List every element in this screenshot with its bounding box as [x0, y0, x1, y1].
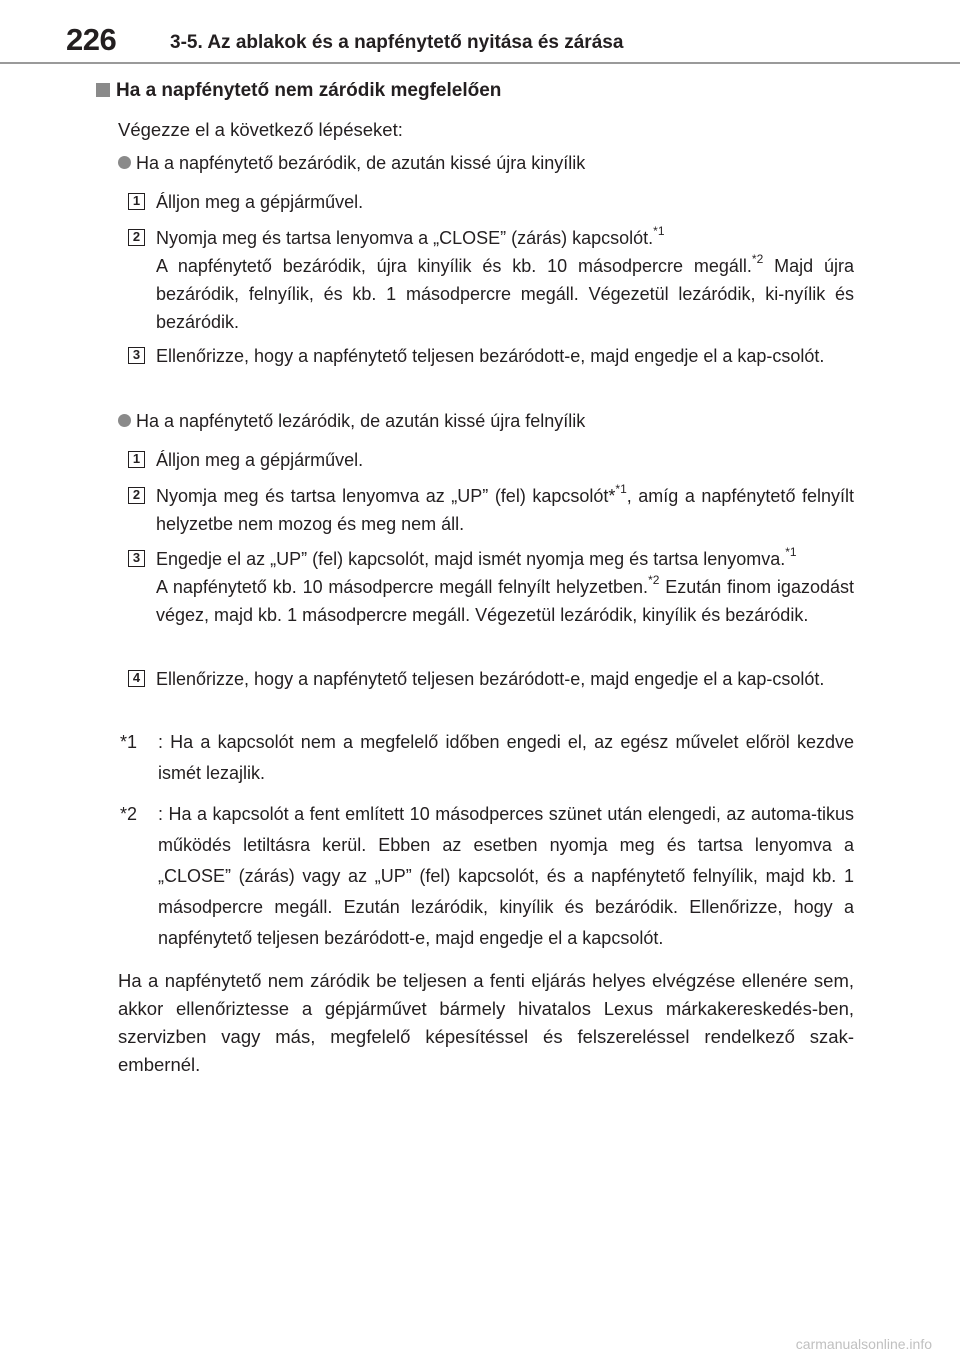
- step-text: Nyomja meg és tartsa lenyomva a „CLOSE” (zárás) kapcsolót.$^{*1}$ A napfénytető bezáródik, újra kinyílik és kb. 10 másodpercre megáll.$^{*2}$ Majd újra bezáródik, felnyílik, és kb. 1 másodpercre megáll. Végezetül lezáródik, ki-nyílik és bezáródik.: [156, 224, 854, 332]
- step-number-badge: 4: [128, 670, 145, 687]
- round-bullet-icon: [118, 414, 131, 427]
- intro-text: Végezze el a következő lépéseket:: [118, 119, 403, 140]
- footnote-ref: *1: [785, 545, 797, 559]
- page-header: [0, 0, 960, 64]
- case1-heading: Ha a napfénytető bezáródik, de azután kissé újra kinyílik: [118, 153, 585, 174]
- section-title: Ha a napfénytető nem záródik megfelelően: [96, 80, 501, 102]
- footnote-ref: *1: [615, 482, 627, 496]
- footnote-mark: *2: [120, 804, 138, 824]
- footnote-text: : Ha a kapcsolót a fent említett 10 másodperces szünet után elengedi, az automa-tikus működés letiltásra kerül. Ebben az esetben nyomja meg és tartsa lenyomva a „CLOSE” (zárás) vagy az „UP” (fel) kapcsolót, és a napfénytető felnyílik, majd kb. 1 másodpercre megáll. Ezután lezáródik, kinyílik és bezáródik. Ellenőrizze, hogy a napfénytető teljesen bezáródott-e, majd engedje el a kapcsolót.: [158, 804, 854, 948]
- footnote-mark: *1: [120, 732, 138, 752]
- footnote-ref: *1: [653, 224, 665, 238]
- step-number-badge: 1: [128, 451, 145, 468]
- chapter-title: 3-5. Az ablakok és a napfénytető nyitása és zárása: [170, 32, 624, 53]
- step-text: Engedje el az „UP” (fel) kapcsolót, majd ismét nyomja meg és tartsa lenyomva.$^{*1}$ A napfénytető kb. 10 másodpercre megáll felnyílt helyzetben.$^{*2}$ Ezután finom igazodást végez, majd kb. 1 másodpercre megáll. Végezetül lezáródik, kinyílik és bezáródik.: [156, 545, 854, 625]
- closing-paragraph: Ha a napfénytető nem záródik be teljesen a fenti eljárás helyes elvégzése ellenére sem, akkor ellenőriztesse a gépjárművet bármely hivatalos Lexus márkakereskedés-ben, szervizben vagy más, megfelelő képesítéssel és felszereléssel rendelkező szak-embernél.: [118, 970, 854, 1075]
- step-text: Álljon meg a gépjárművel.: [156, 450, 364, 470]
- footnote-ref: *2: [751, 252, 764, 266]
- step-text: Nyomja meg és tartsa lenyomva az „UP” (fel) kapcsolót*$^{*1}$, amíg a napfénytető felnyílt helyzetbe nem mozog és meg nem áll.: [156, 482, 855, 534]
- step-text: Ellenőrizze, hogy a napfénytető teljesen bezáródott-e, majd engedje el a kap-csolót.: [156, 346, 825, 366]
- case2-heading: Ha a napfénytető lezáródik, de azután kissé újra felnyílik: [118, 411, 585, 432]
- header-divider: [0, 62, 960, 64]
- step-number-badge: 2: [128, 229, 145, 246]
- footnote-ref: *2: [648, 573, 660, 587]
- page-number: 226: [66, 22, 117, 57]
- square-bullet-icon: [96, 83, 110, 97]
- step-number-badge: 3: [128, 550, 145, 567]
- round-bullet-icon: [118, 156, 131, 169]
- watermark: carmanualsonline.info: [795, 1336, 932, 1352]
- footnote-text: : Ha a kapcsolót nem a megfelelő időben engedi el, az egész művelet előröl kezdve ismét lezajlik.: [158, 732, 854, 783]
- step-number-badge: 2: [128, 487, 145, 504]
- step-text: Ellenőrizze, hogy a napfénytető teljesen bezáródott-e, majd engedje el a kap-csolót.: [156, 669, 825, 689]
- step-number-badge: 1: [128, 193, 145, 210]
- step-text: Álljon meg a gépjárművel.: [156, 192, 364, 212]
- step-number-badge: 3: [128, 347, 145, 364]
